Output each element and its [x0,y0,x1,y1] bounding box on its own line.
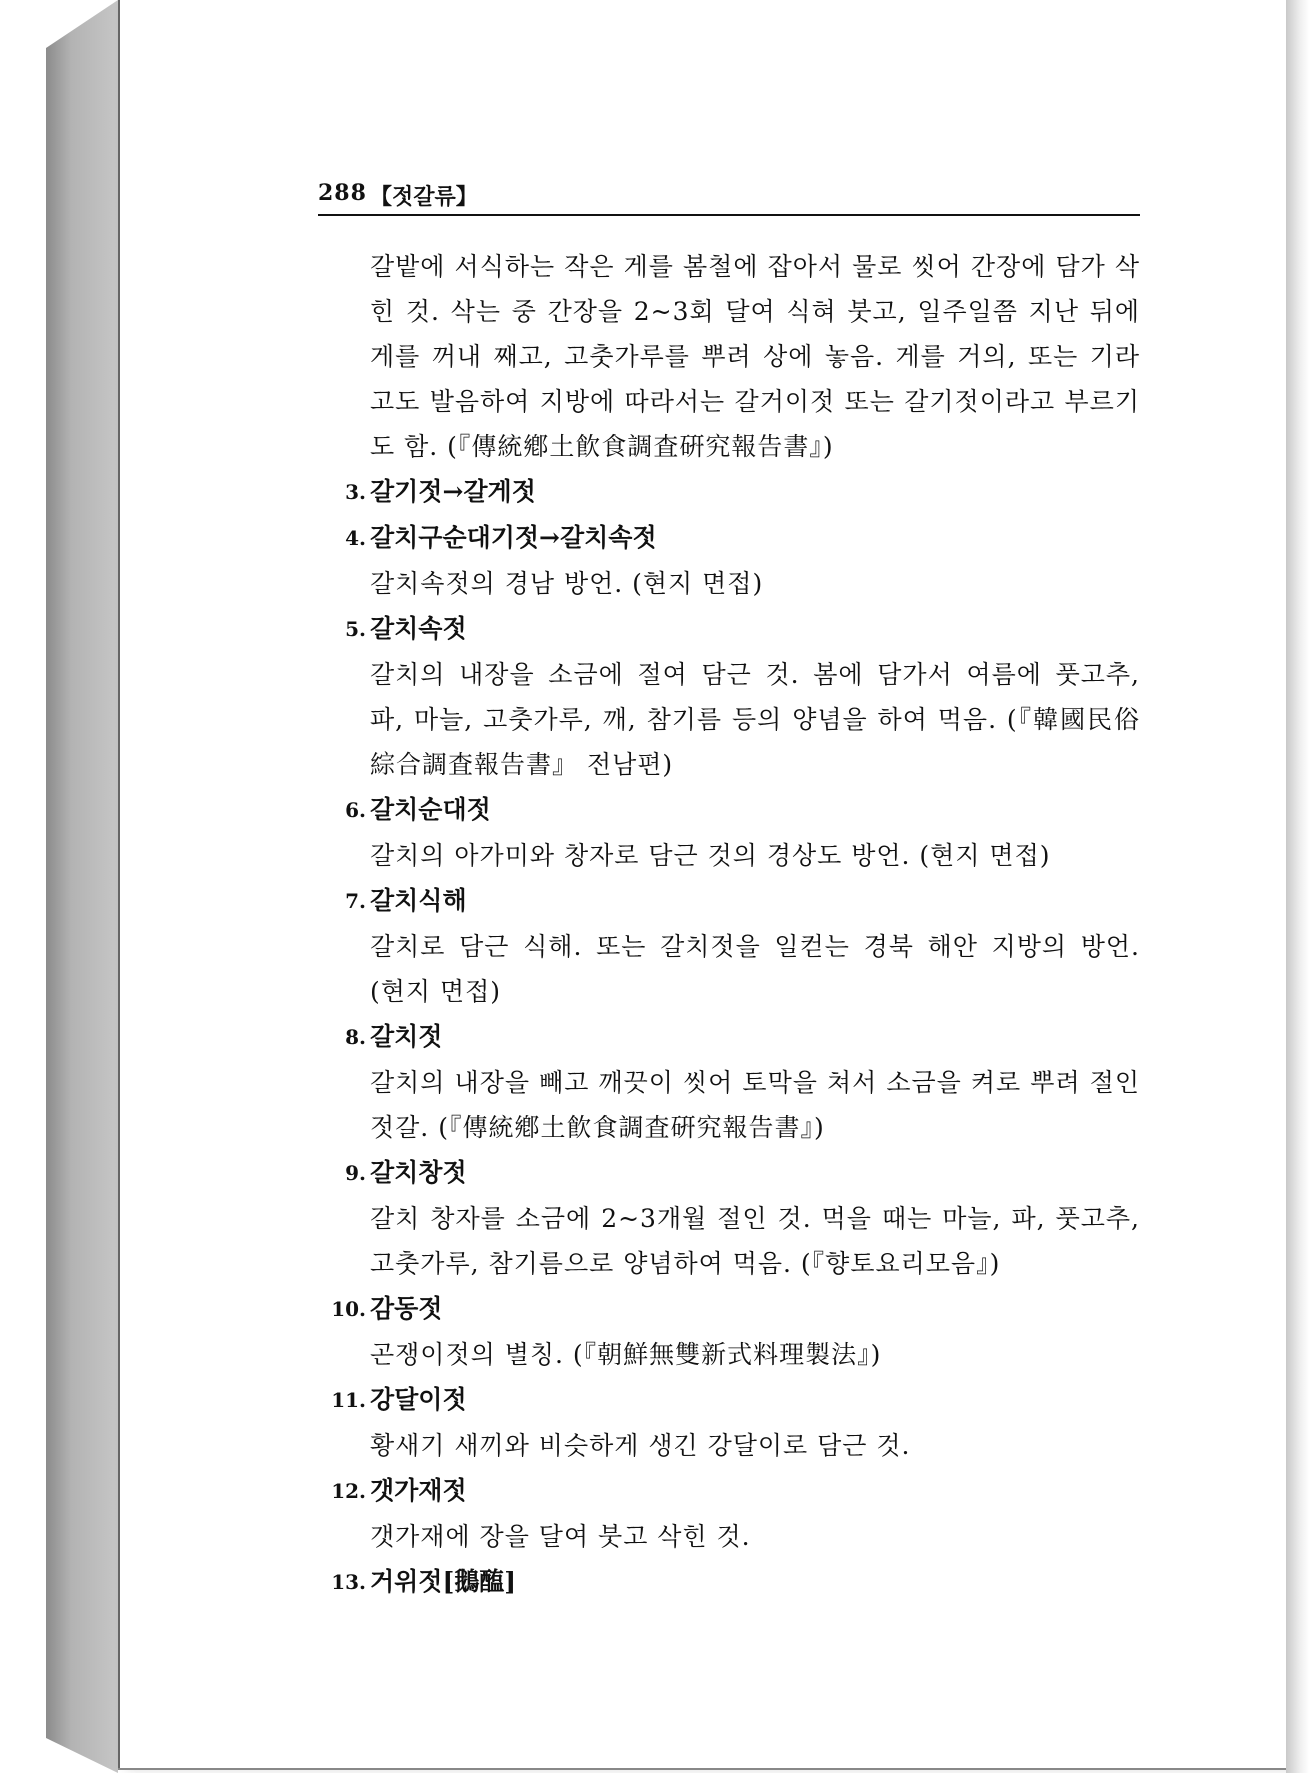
entry-description: 갈치속젓의 경남 방언. (현지 면접) [370,569,764,598]
entry-6 [318,787,1140,878]
page-body [318,244,1140,1605]
entry-number: 10. [331,1297,366,1321]
entry-title: 갯가재젓 [370,1476,467,1505]
entry-description: 갈치의 아가미와 창자로 담근 것의 경상도 방언. (현지 면접) [370,841,1051,870]
entry-title: 갈치식해 [370,886,467,915]
entry-5 [318,606,1140,787]
entry-description: 갈치의 내장을 소금에 절여 담근 것. 봄에 담가서 여름에 풋고추, 파, 마늘, 고춧가루, 깨, 참기름 등의 양념을 하여 먹음. (『韓國民俗綜合調査報告書』 전남편) [370,660,1140,779]
entry-number: 3. [345,480,366,504]
entry-number: 9. [345,1161,366,1185]
entry-description: 갈치로 담근 식해. 또는 갈치젓을 일컫는 경북 해안 지방의 방언. (현지 면접) [370,932,1140,1006]
entry-title: 거위젓[鵝醢] [370,1567,517,1596]
entry-description: 갯가재에 장을 달여 붓고 삭힌 것. [370,1522,751,1551]
entry-3 [318,469,1140,515]
entry-7 [318,878,1140,1014]
entry-number: 11. [331,1388,366,1412]
entry-number: 7. [345,889,366,913]
entry-number: 12. [331,1479,366,1503]
entry-title: 갈치순대젓 [370,795,491,824]
page-number: 288 [318,180,367,206]
book-page-edges [46,0,118,1773]
entry-8 [318,1014,1140,1150]
entry-number: 8. [345,1025,366,1049]
running-header [318,180,1140,216]
entry-description: 갈치 창자를 소금에 2~3개월 절인 것. 먹을 때는 마늘, 파, 풋고추, 고춧가루, 참기름으로 양념하여 먹음. (『향토요리모음』) [370,1204,1140,1278]
entry-number: 4. [345,526,366,550]
intro-paragraph: 갈밭에 서식하는 작은 게를 봄철에 잡아서 물로 씻어 간장에 담가 삭힌 것. 삭는 중 간장을 2~3회 달여 식혀 붓고, 일주일쯤 지난 뒤에 게를 꺼내 째고, 고춧가루를 뿌려 상에 놓음. 게를 거의, 또는 기라고도 발음하여 지방에 따라서는 갈거이젓 또는 갈기젓이라고 부르기도 함. (『傳統鄕土飮食調査硏究報告書』) [370,252,1140,461]
entry-description: 황새기 새끼와 비슷하게 생긴 강달이로 담근 것. [370,1431,911,1460]
entry-title: 갈기젓→갈게젓 [370,477,536,506]
entry-9 [318,1150,1140,1286]
entry-title: 강달이젓 [370,1385,467,1414]
entry-title: 갈치창젓 [370,1158,467,1187]
section-title: 【젓갈류】 [370,184,478,210]
page-shadow [1286,0,1309,1773]
entry-title: 갈치젓 [370,1022,443,1051]
entry-title: 갈치속젓 [370,614,467,643]
entry-10 [318,1286,1140,1377]
entry-4 [318,515,1140,606]
page-bottom-edge [118,1768,1286,1770]
entry-number: 5. [345,617,366,641]
entry-description: 갈치의 내장을 빼고 깨끗이 씻어 토막을 쳐서 소금을 켜로 뿌려 절인 젓갈. (『傳統鄕土飮食調査硏究報告書』) [370,1068,1140,1142]
entry-13 [318,1559,1140,1605]
entry-title: 감동젓 [370,1294,443,1323]
entry-number: 13. [331,1570,366,1594]
entry-11 [318,1377,1140,1468]
entry-title: 갈치구순대기젓→갈치속젓 [370,523,657,552]
entry-12 [318,1468,1140,1559]
entry-number: 6. [345,798,366,822]
entry-description: 곤쟁이젓의 별칭. (『朝鮮無雙新式料理製法』) [370,1340,882,1369]
